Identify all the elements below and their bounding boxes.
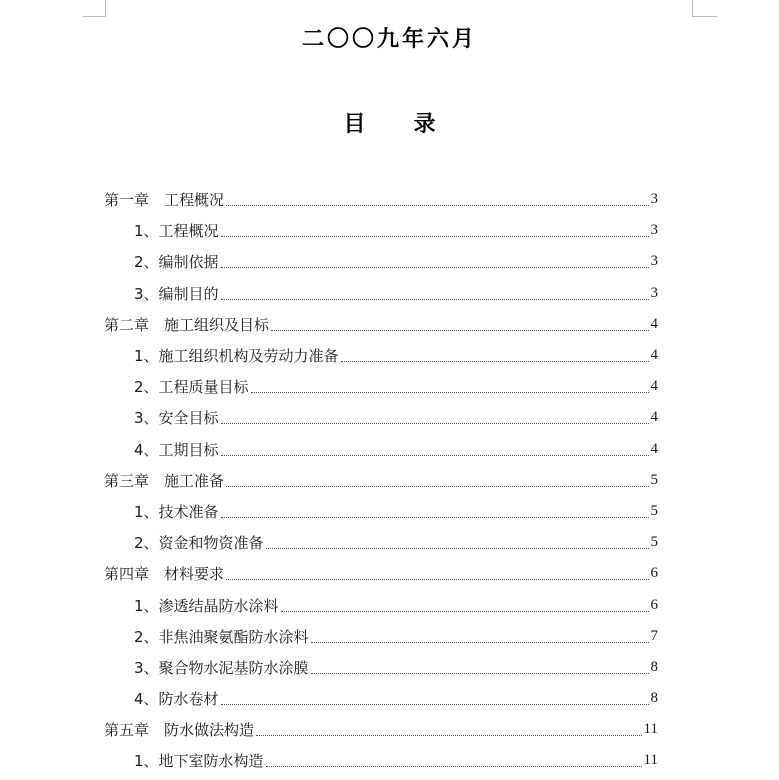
toc-page-number: 11 [643, 752, 658, 769]
toc-chapter-entry[interactable] [104, 714, 658, 745]
page-corner-mark-right [692, 0, 717, 17]
toc-title-left: 目 [343, 112, 366, 137]
toc-section-entry[interactable] [104, 683, 658, 714]
toc-entry-label: 3、编制目的 [134, 284, 219, 303]
toc-dot-leader [221, 299, 649, 300]
toc-entry-label: 第二章 施工组织及目标 [104, 315, 270, 334]
toc-title-right: 录 [413, 112, 436, 137]
toc-page-number: 5 [650, 534, 658, 551]
toc-section-entry[interactable] [104, 496, 658, 527]
toc-dot-leader [221, 517, 649, 518]
toc-dot-leader [221, 236, 649, 237]
date-line: 二〇〇九年六月 [301, 27, 477, 52]
toc-page-number: 3 [650, 191, 658, 208]
toc-dot-leader [226, 205, 648, 206]
toc-dot-leader [311, 673, 649, 674]
toc-dot-leader [221, 267, 649, 268]
page-corner-mark-left [83, 0, 106, 17]
toc-dot-leader [311, 642, 649, 643]
toc-entry-label: 1、地下室防水构造 [134, 752, 264, 771]
toc-page-number: 3 [650, 253, 658, 270]
toc-page-number: 11 [643, 721, 658, 738]
toc-section-entry[interactable] [104, 621, 658, 652]
toc-page-number: 4 [650, 409, 658, 426]
toc-dot-leader [266, 766, 642, 767]
toc-section-entry[interactable] [104, 527, 658, 558]
toc-section-entry[interactable] [104, 434, 658, 465]
toc-dot-leader [221, 423, 649, 424]
toc-page-number: 8 [650, 658, 658, 675]
toc-page-number: 6 [650, 565, 658, 582]
toc-entry-label: 2、工程质量目标 [134, 378, 249, 397]
toc-dot-leader [256, 735, 642, 736]
toc-chapter-entry[interactable] [104, 309, 658, 340]
toc-entry-label: 3、安全目标 [134, 409, 219, 428]
toc-entry-label: 2、资金和物资准备 [134, 534, 264, 553]
toc-entry-label: 第三章 施工准备 [104, 471, 225, 490]
toc-dot-leader [226, 486, 648, 487]
toc-page-number: 3 [650, 222, 658, 239]
toc-entry-label: 第一章 工程概况 [104, 191, 225, 210]
toc-dot-leader [271, 330, 648, 331]
toc-chapter-entry[interactable] [104, 465, 658, 496]
toc-page-number: 6 [650, 596, 658, 613]
toc-section-entry[interactable] [104, 278, 658, 309]
toc-section-entry[interactable] [104, 371, 658, 402]
toc-title [0, 107, 779, 138]
toc-page-number: 4 [650, 440, 658, 457]
toc-entry-label: 3、聚合物水泥基防水涂膜 [134, 658, 309, 677]
toc-section-entry[interactable] [104, 402, 658, 433]
toc-dot-leader [221, 704, 649, 705]
toc-chapter-entry[interactable] [104, 558, 658, 589]
toc-section-entry[interactable] [104, 652, 658, 683]
toc-section-entry[interactable] [104, 745, 658, 776]
toc-page-number: 5 [650, 471, 658, 488]
toc-entry-label: 第四章 材料要求 [104, 565, 225, 584]
toc-entry-label: 2、编制依据 [134, 253, 219, 272]
toc-entry-label: 1、渗透结晶防水涂料 [134, 596, 279, 615]
toc-dot-leader [341, 361, 649, 362]
toc-page-number: 4 [650, 378, 658, 395]
toc-entry-label: 4、防水卷材 [134, 690, 219, 709]
toc-dot-leader [226, 579, 648, 580]
toc-entry-label: 1、工程概况 [134, 222, 219, 241]
toc-entry-label: 2、非焦油聚氨酯防水涂料 [134, 627, 309, 646]
toc-section-entry[interactable] [104, 340, 658, 371]
toc-section-entry[interactable] [104, 246, 658, 277]
toc-section-entry[interactable] [104, 589, 658, 620]
toc-dot-leader [221, 455, 649, 456]
toc-page-number: 4 [650, 347, 658, 364]
toc-page-number: 4 [650, 315, 658, 332]
toc-page-number: 7 [650, 627, 658, 644]
toc-entry-label: 4、工期目标 [134, 440, 219, 459]
toc-entry-label: 1、施工组织机构及劳动力准备 [134, 347, 339, 366]
toc-page-number: 5 [650, 502, 658, 519]
toc-page-number: 8 [650, 690, 658, 707]
table-of-contents [104, 184, 658, 777]
toc-dot-leader [266, 548, 649, 549]
toc-chapter-entry[interactable] [104, 184, 658, 215]
toc-page-number: 3 [650, 284, 658, 301]
toc-dot-leader [251, 392, 649, 393]
toc-entry-label: 第五章 防水做法构造 [104, 721, 255, 740]
toc-entry-label: 1、技术准备 [134, 502, 219, 521]
toc-section-entry[interactable] [104, 215, 658, 246]
toc-dot-leader [281, 611, 649, 612]
